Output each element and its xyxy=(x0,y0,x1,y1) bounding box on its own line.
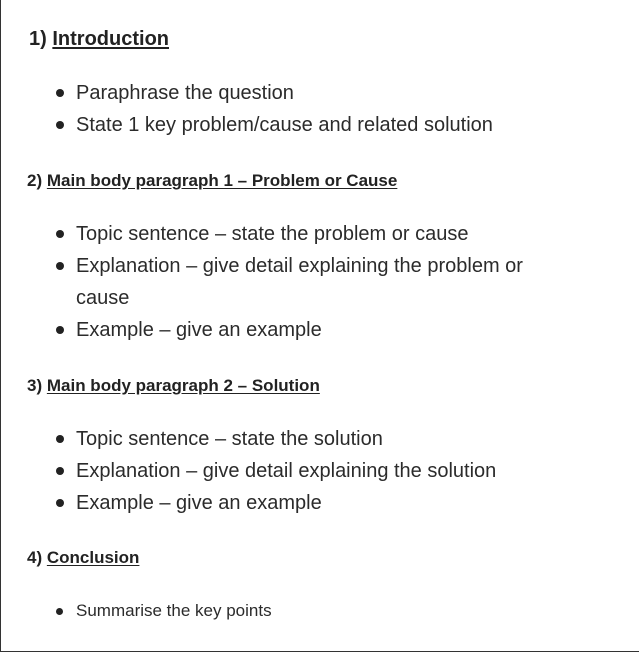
list-item-text: Explanation – give detail explaining the problem or cause xyxy=(76,255,523,309)
section-introduction xyxy=(1,27,639,51)
introduction-points xyxy=(1,77,639,141)
bullet-icon xyxy=(56,121,64,129)
section-number: 2) xyxy=(27,171,43,190)
bullet-icon xyxy=(56,499,64,507)
section-heading xyxy=(1,375,639,397)
section-heading xyxy=(1,170,639,192)
section-title: Conclusion xyxy=(46,548,140,567)
section-heading xyxy=(1,547,639,569)
list-item xyxy=(1,109,561,141)
list-item xyxy=(1,250,561,314)
section-conclusion xyxy=(1,547,639,569)
bullet-icon xyxy=(56,262,64,270)
list-item xyxy=(1,218,561,250)
main-body-2-points xyxy=(1,423,639,519)
list-item-text: Example – give an example xyxy=(76,492,322,514)
section-heading xyxy=(1,27,639,51)
section-main-body-2 xyxy=(1,375,639,397)
list-item-text: Topic sentence – state the problem or cause xyxy=(76,223,469,245)
conclusion-points xyxy=(1,599,639,623)
bullet-icon xyxy=(56,89,64,97)
list-item xyxy=(1,487,561,519)
list-item-text: Example – give an example xyxy=(76,319,322,341)
bullet-icon xyxy=(56,467,64,475)
bullet-icon xyxy=(56,435,64,443)
section-number: 3) xyxy=(27,376,43,395)
section-main-body-1 xyxy=(1,170,639,192)
list-item xyxy=(1,423,561,455)
list-item xyxy=(1,77,561,109)
bullet-icon xyxy=(56,608,63,615)
main-body-1-points xyxy=(1,218,639,346)
list-item-text: Explanation – give detail explaining the solution xyxy=(76,460,497,482)
section-title: Introduction xyxy=(52,28,169,50)
list-item-text: Paraphrase the question xyxy=(76,82,294,104)
list-item xyxy=(1,455,561,487)
section-number: 4) xyxy=(27,548,43,567)
section-number: 1) xyxy=(29,28,47,50)
section-title: Main body paragraph 1 – Problem or Cause xyxy=(46,171,398,190)
list-item-text: Summarise the key points xyxy=(76,601,272,620)
list-item xyxy=(1,599,561,623)
section-title: Main body paragraph 2 – Solution xyxy=(46,376,320,395)
bullet-icon xyxy=(56,230,64,238)
list-item xyxy=(1,314,561,346)
list-item-text: State 1 key problem/cause and related solution xyxy=(76,114,493,136)
list-item-text: Topic sentence – state the solution xyxy=(76,428,383,450)
bullet-icon xyxy=(56,326,64,334)
